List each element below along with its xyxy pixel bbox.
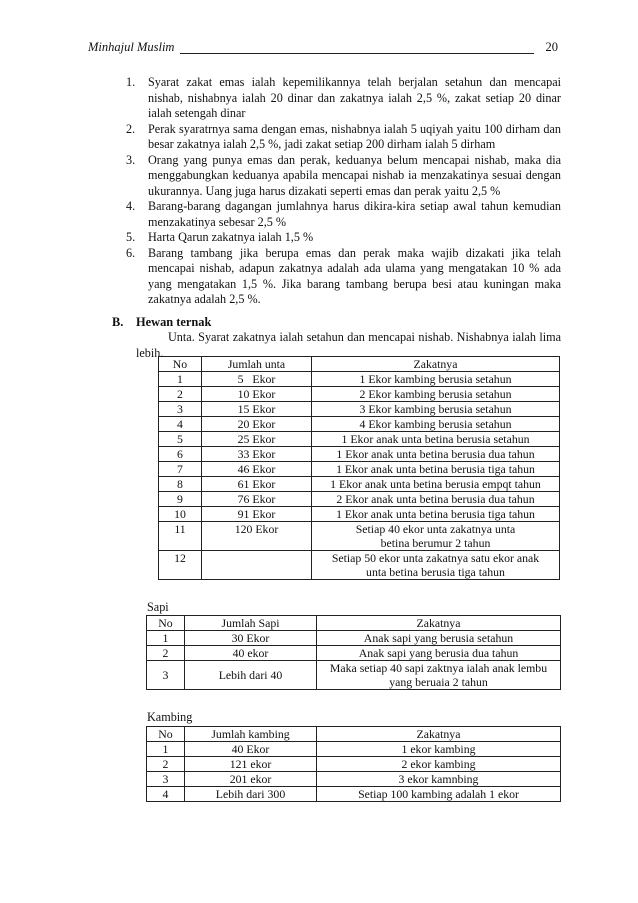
table-cell: Anak sapi yang berusia setahun xyxy=(317,631,561,646)
table-cell: 46 Ekor xyxy=(202,462,312,477)
table-row xyxy=(159,402,560,417)
kambing-table xyxy=(146,726,561,802)
list-item xyxy=(126,199,561,230)
table-cell: 3 xyxy=(147,661,185,690)
list-item-text: Harta Qarun zakatnya ialah 1,5 % xyxy=(148,230,314,244)
table-header-cell: Jumlah Sapi xyxy=(185,616,317,631)
table-row xyxy=(159,551,560,580)
sapi-label: Sapi xyxy=(147,600,169,614)
list-item xyxy=(126,152,561,200)
table-cell: 3 Ekor kambing berusia setahun xyxy=(312,402,560,417)
table-row xyxy=(159,492,560,507)
table-row xyxy=(159,417,560,432)
table-header-cell: Jumlah unta xyxy=(202,357,312,372)
table-header-row xyxy=(147,616,561,631)
table-cell: 61 Ekor xyxy=(202,477,312,492)
zakat-rules-list xyxy=(126,75,561,308)
table-row xyxy=(159,462,560,477)
table-cell: 8 xyxy=(159,477,202,492)
section-letter: B. xyxy=(112,315,124,329)
table-cell: 40 ekor xyxy=(185,646,317,661)
table-row xyxy=(147,631,561,646)
table-header-cell: No xyxy=(159,357,202,372)
table-cell: 1 Ekor anak unta betina berusia tiga tahun xyxy=(312,462,560,477)
header-author: Minhajul Muslim xyxy=(88,40,175,54)
page-header xyxy=(88,40,558,56)
table-row xyxy=(147,757,561,772)
section-heading xyxy=(112,315,211,330)
table-cell: 1 Ekor anak unta betina berusia empqt tahun xyxy=(312,477,560,492)
table-header-cell: Zakatnya xyxy=(317,616,561,631)
table-cell: 25 Ekor xyxy=(202,432,312,447)
table-cell: 1 xyxy=(159,372,202,387)
table-cell: 1 xyxy=(147,742,185,757)
page-number: 20 xyxy=(545,40,558,54)
table-cell: 2 ekor kambing xyxy=(317,757,561,772)
table-header-cell: Jumlah kambing xyxy=(185,727,317,742)
table-row xyxy=(159,432,560,447)
header-rule xyxy=(180,53,534,54)
table-row xyxy=(147,646,561,661)
list-item-text: Barang tambang jika berupa emas dan perak maka wajib dizakati jika telah mencapai nishab, adapun zakatnya adalah ada ulama yang mengatakan 10 % ada yang mengatakan 1,5 %. Jika barang tambang berupa besi atau kuningan maka zakatnya adalah 2,5 %. xyxy=(148,245,561,306)
table-cell: 1 xyxy=(147,631,185,646)
table-cell: Setiap 50 ekor unta zakatnya satu ekor anak unta betina berusia tiga tahun xyxy=(312,551,560,580)
table-cell: Maka setiap 40 sapi zaktnya ialah anak lembu yang beruaia 2 tahun xyxy=(317,661,561,690)
table-cell xyxy=(202,551,312,580)
table-cell: 201 ekor xyxy=(185,772,317,787)
kambing-label: Kambing xyxy=(147,710,193,724)
list-item xyxy=(126,230,561,246)
table-row xyxy=(147,661,561,690)
table-cell: 2 xyxy=(159,387,202,402)
list-item-text: Orang yang punya emas dan perak, keduanya belum mencapai nishab, maka dia menggabungkan keduanya apabila mencapai nishab ia menzakatinya sesuai dengan ukurannya. Uang juga harus dizakati seperti emas dan perak yaitu 2,5 % xyxy=(148,152,561,198)
table-cell: 15 Ekor xyxy=(202,402,312,417)
table-cell: 4 xyxy=(159,417,202,432)
table-cell: 1 ekor kambing xyxy=(317,742,561,757)
table-cell: 2 Ekor anak unta betina berusia dua tahun xyxy=(312,492,560,507)
table-row xyxy=(159,507,560,522)
table-cell: 33 Ekor xyxy=(202,447,312,462)
table-cell: 2 xyxy=(147,757,185,772)
list-item-text: Perak syaratrnya sama dengan emas, nishabnya ialah 5 uqiyah yaitu 100 dirham dan besar zakatnya ialah 2,5 %, jadi zakat setiap 200 dirham ialah 5 dirham xyxy=(148,121,561,151)
table-cell: 6 xyxy=(159,447,202,462)
list-item xyxy=(126,75,561,122)
table-header-cell: No xyxy=(147,616,185,631)
table-row xyxy=(147,772,561,787)
table-cell: 7 xyxy=(159,462,202,477)
table-cell: 10 xyxy=(159,507,202,522)
section-title: Hewan ternak xyxy=(136,315,212,329)
table-row xyxy=(159,372,560,387)
list-item-number: 2. xyxy=(126,121,136,136)
list-item-number: 6. xyxy=(126,245,136,260)
table-header-row xyxy=(159,357,560,372)
table-cell: 3 ekor kamnbing xyxy=(317,772,561,787)
list-item-number: 3. xyxy=(126,152,136,167)
table-cell: Setiap 40 ekor unta zakatnya unta betina berumur 2 tahun xyxy=(312,522,560,551)
table-cell: 2 Ekor kambing berusia setahun xyxy=(312,387,560,402)
table-row xyxy=(159,522,560,551)
table-cell: Lebih dari 40 xyxy=(185,661,317,690)
table-cell: 11 xyxy=(159,522,202,551)
list-item xyxy=(126,245,561,308)
table-cell: 1 Ekor anak unta betina berusia dua tahun xyxy=(312,447,560,462)
table-cell: Anak sapi yang berusia dua tahun xyxy=(317,646,561,661)
table-cell: 2 xyxy=(147,646,185,661)
table-cell: 121 ekor xyxy=(185,757,317,772)
table-header-row xyxy=(147,727,561,742)
table-cell: 3 xyxy=(159,402,202,417)
table-cell: 12 xyxy=(159,551,202,580)
list-item-number: 1. xyxy=(126,75,136,89)
table-cell: 10 Ekor xyxy=(202,387,312,402)
table-cell: Setiap 100 kambing adalah 1 ekor xyxy=(317,787,561,802)
table-cell: 9 xyxy=(159,492,202,507)
table-cell: 4 Ekor kambing berusia setahun xyxy=(312,417,560,432)
table-cell: 3 xyxy=(147,772,185,787)
table-cell: 30 Ekor xyxy=(185,631,317,646)
list-item-number: 4. xyxy=(126,199,136,213)
table-header-cell: Zakatnya xyxy=(317,727,561,742)
list-item xyxy=(126,121,561,153)
table-cell: 1 Ekor anak unta betina berusia setahun xyxy=(312,432,560,447)
table-row xyxy=(147,742,561,757)
table-header-cell: Zakatnya xyxy=(312,357,560,372)
table-row xyxy=(159,477,560,492)
section-paragraph-text: Unta. Syarat zakatnya ialah setahun dan mencapai nishab. Nishabnya ialah lima lebih. xyxy=(136,330,561,360)
table-cell: 5 Ekor xyxy=(202,372,312,387)
table-cell: 1 Ekor anak unta betina berusia tiga tahun xyxy=(312,507,560,522)
table-cell: 120 Ekor xyxy=(202,522,312,551)
table-cell: 4 xyxy=(147,787,185,802)
table-row xyxy=(159,387,560,402)
list-item-text: Barang-barang dagangan jumlahnya harus dikira-kira setiap awal tahun kemudian menzakatinya sebesar 2,5 % xyxy=(148,199,561,229)
table-header-cell: No xyxy=(147,727,185,742)
unta-table xyxy=(158,356,560,580)
list-item-text: Syarat zakat emas ialah kepemilikannya telah berjalan setahun dan mencapai nishab, nishabnya ialah 20 dinar dan zakatnya ialah 2,5 %, zakat setiap 20 dinar ialah setengah dinar xyxy=(148,75,561,120)
table-cell: 20 Ekor xyxy=(202,417,312,432)
table-cell: 40 Ekor xyxy=(185,742,317,757)
table-row xyxy=(147,787,561,802)
list-item-number: 5. xyxy=(126,230,136,244)
table-cell: 5 xyxy=(159,432,202,447)
table-cell: 76 Ekor xyxy=(202,492,312,507)
table-cell: 91 Ekor xyxy=(202,507,312,522)
sapi-table xyxy=(146,615,561,690)
table-row xyxy=(159,447,560,462)
table-cell: 1 Ekor kambing berusia setahun xyxy=(312,372,560,387)
table-cell: Lebih dari 300 xyxy=(185,787,317,802)
